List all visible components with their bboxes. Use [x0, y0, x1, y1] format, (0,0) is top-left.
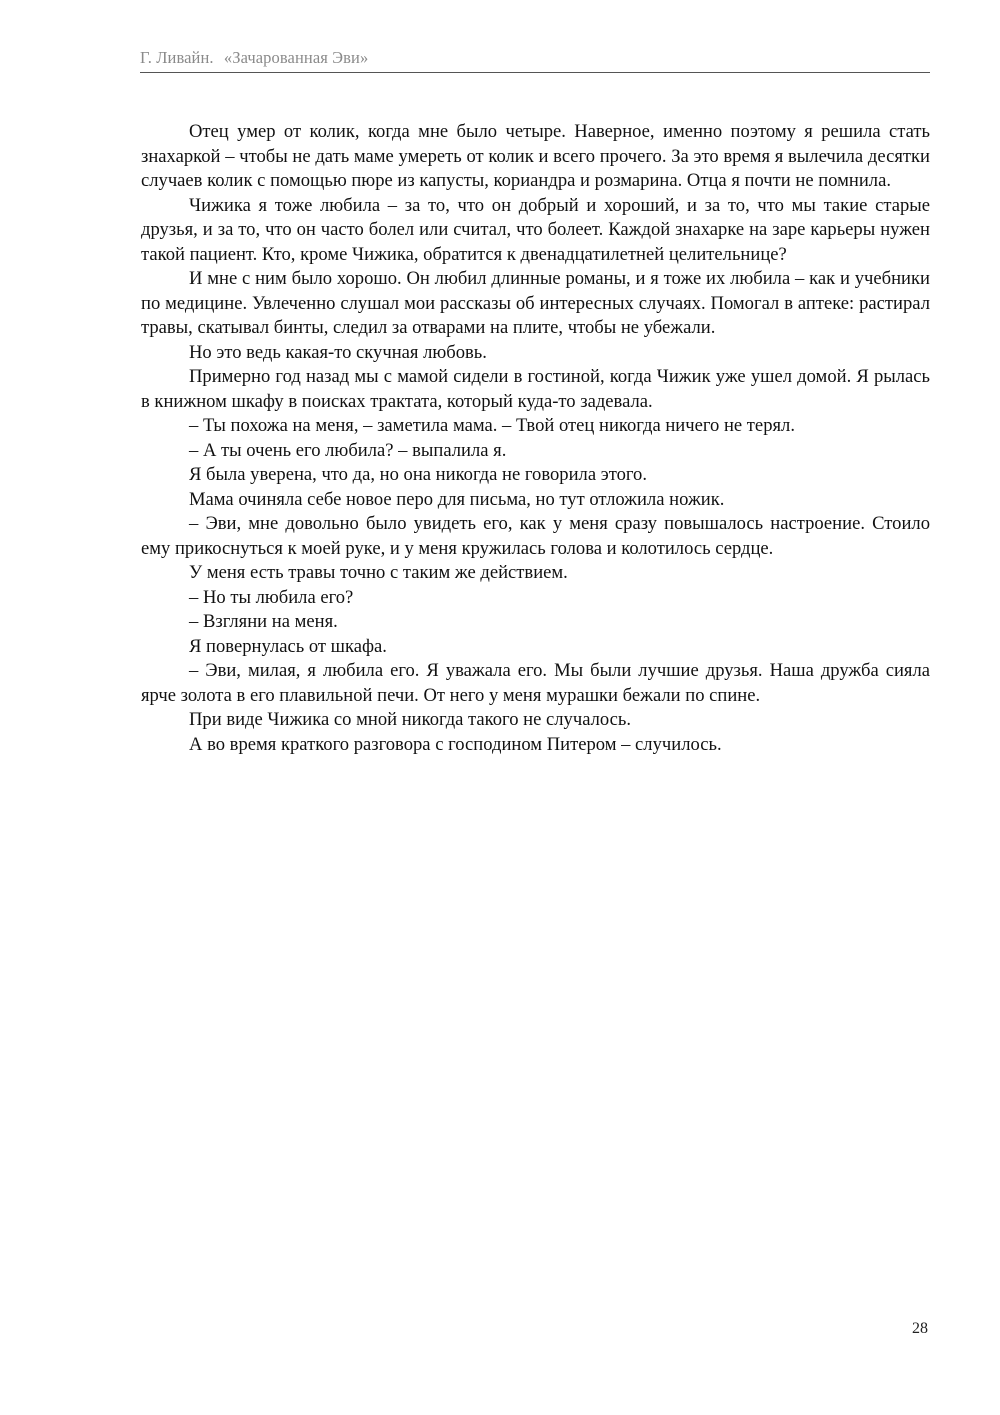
- header-author: Г. Ливайн.: [140, 48, 214, 67]
- paragraph: Но это ведь какая-то скучная любовь.: [189, 341, 487, 363]
- page-number: 28: [912, 1320, 928, 1337]
- paragraph: А во время краткого разговора с господином Питером – случилось.: [189, 733, 722, 755]
- paragraph: – Эви, мне довольно было увидеть его, как у меня сразу повышалось настроение. Стоило ему прикоснуться к моей руке, и у меня кружилась голова и колотилось сердце.: [141, 513, 930, 559]
- paragraph: – Ты похожа на меня, – заметила мама. – Твой отец никогда ничего не терял.: [189, 415, 795, 436]
- paragraph: – Взгляни на меня.: [189, 611, 338, 632]
- paragraph: При виде Чижика со мной никогда такого не случалось.: [189, 709, 632, 730]
- paragraph: – А ты очень его любила? – выпалила я.: [189, 439, 507, 461]
- paragraph: Я повернулась от шкафа.: [189, 635, 387, 657]
- paragraph: И мне с ним было хорошо. Он любил длинные романы, и я тоже их любила – как и учебники по медицине. Увлеченно слушал мои рассказы об интересных случаях. Помогал в аптеке: растирал травы, скатывал бинты, следил за отварами на плите, чтобы не убежали.: [141, 268, 930, 338]
- paragraph: У меня есть травы точно с таким же действием.: [189, 562, 568, 583]
- paragraph: Примерно год назад мы с мамой сидели в гостиной, когда Чижик уже ушел домой. Я рылась в книжном шкафу в поисках трактата, который куда-то задевала.: [141, 366, 930, 412]
- page-body-text: [141, 120, 930, 757]
- paragraph: Я была уверена, что да, но она никогда не говорила этого.: [189, 464, 647, 485]
- paragraph: Чижика я тоже любила – за то, что он добрый и хороший, и за то, что мы такие старые друзья, и за то, что он часто болел или считал, что болеет. Каждой знахарке на заре карьеры нужен такой пациент. Кто, кроме Чижика, обратится к двенадцатилетней целительнице?: [141, 194, 930, 265]
- paragraph: Мама очиняла себе новое перо для письма, но тут отложила ножик.: [189, 488, 725, 510]
- paragraph: Отец умер от колик, когда мне было четыре. Наверное, именно поэтому я решила стать знахаркой – чтобы не дать маме умереть от колик и всего прочего. За это время я вылечила десятки случаев колик с помощью пюре из капусты, кориандра и розмарина. Отца я почти не помнила.: [141, 121, 930, 191]
- running-header: [140, 48, 368, 68]
- header-book-title: «Зачарованная Эви»: [223, 48, 369, 67]
- paragraph: – Эви, милая, я любила его. Я уважала его. Мы были лучшие друзья. Наша дружба сияла ярче золота в его плавильной печи. От него у меня мурашки бежали по спине.: [141, 660, 930, 706]
- paragraph: – Но ты любила его?: [189, 586, 354, 608]
- header-divider: [140, 72, 930, 73]
